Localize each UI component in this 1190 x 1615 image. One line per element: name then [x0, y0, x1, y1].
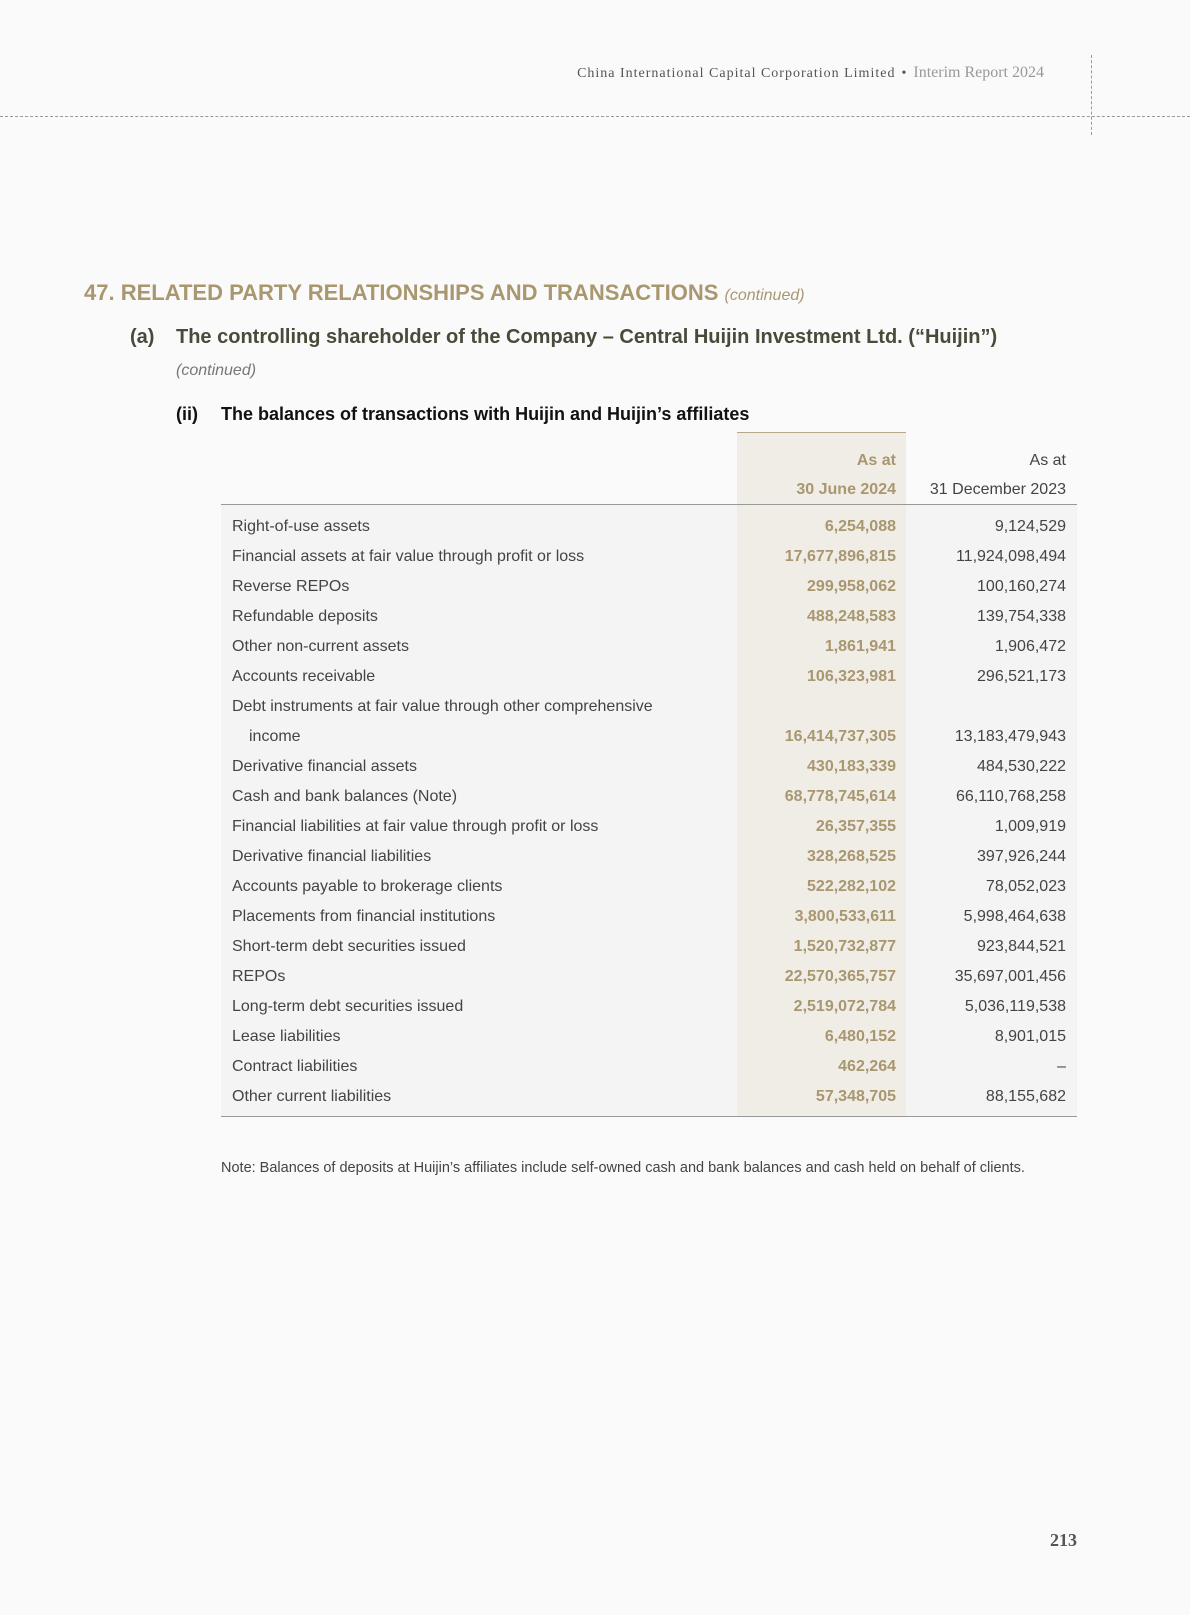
table-row: [221, 813, 1077, 843]
value-31-december-2023: 100,160,274: [977, 578, 1066, 595]
table-row: [221, 783, 1077, 813]
subsection-title: [130, 326, 997, 349]
value-31-december-2023: 397,926,244: [977, 848, 1066, 865]
table-row: [221, 633, 1077, 663]
value-31-december-2023: 296,521,173: [977, 668, 1066, 685]
value-30-june-2024: 106,323,981: [807, 668, 896, 685]
section-title-text: 47. RELATED PARTY RELATIONSHIPS AND TRANSACTIONS: [84, 280, 719, 305]
column-header-current: [796, 446, 896, 504]
row-label: Short-term debt securities issued: [232, 938, 466, 955]
value-30-june-2024: 3,800,533,611: [794, 908, 896, 925]
table-row: [221, 693, 1077, 723]
table-row: [221, 1053, 1077, 1083]
row-label: income: [249, 728, 301, 745]
value-30-june-2024: 26,357,355: [815, 818, 896, 835]
page-number: 213: [1050, 1530, 1077, 1550]
value-31-december-2023: 923,844,521: [977, 938, 1066, 955]
row-label: Derivative financial assets: [232, 758, 417, 775]
value-30-june-2024: 522,282,102: [807, 878, 896, 895]
value-30-june-2024: 68,778,745,614: [784, 788, 896, 805]
table-row: [221, 723, 1077, 753]
value-31-december-2023: 9,124,529: [994, 518, 1066, 535]
subsubsection-title-text: The balances of transactions with Huijin and Huijin’s affiliates: [221, 404, 750, 424]
value-30-june-2024: 57,348,705: [815, 1088, 896, 1105]
value-30-june-2024: 462,264: [838, 1058, 896, 1075]
value-30-june-2024: 6,480,152: [824, 1028, 896, 1045]
value-31-december-2023: 5,036,119,538: [964, 998, 1066, 1015]
value-30-june-2024: 299,958,062: [807, 578, 896, 595]
table-row: [221, 753, 1077, 783]
table-row: [221, 603, 1077, 633]
row-label: Derivative financial liabilities: [232, 848, 432, 865]
value-31-december-2023: 139,754,338: [977, 608, 1066, 625]
value-30-june-2024: 2,519,072,784: [793, 998, 896, 1015]
bullet-icon: •: [901, 66, 908, 81]
row-label: Financial assets at fair value through profit or loss: [232, 548, 585, 565]
table-row: [221, 513, 1077, 543]
company-name: China International Capital Corporation Limited: [577, 66, 896, 81]
value-30-june-2024: 328,268,525: [807, 848, 896, 865]
value-31-december-2023: –: [1057, 1058, 1066, 1075]
row-label: Lease liabilities: [232, 1028, 341, 1045]
row-label: Long-term debt securities issued: [232, 998, 464, 1015]
table-row: [221, 543, 1077, 573]
value-30-june-2024: 17,677,896,815: [784, 548, 896, 565]
table-header-rule: [221, 504, 1077, 505]
table-row: [221, 1083, 1077, 1113]
value-30-june-2024: 1,861,941: [824, 638, 896, 655]
value-30-june-2024: 16,414,737,305: [784, 728, 896, 745]
report-name: Interim Report 2024: [913, 64, 1044, 81]
row-label: Other current liabilities: [232, 1088, 392, 1105]
value-31-december-2023: 78,052,023: [985, 878, 1066, 895]
row-label: Refundable deposits: [232, 608, 378, 625]
value-31-december-2023: 35,697,001,456: [954, 968, 1066, 985]
col-prior-line1: As at: [1029, 452, 1066, 469]
table-row: [221, 663, 1077, 693]
value-30-june-2024: 6,254,088: [824, 518, 896, 535]
row-label: REPOs: [232, 968, 286, 985]
subsection-title-text: The controlling shareholder of the Company – Central Huijin Investment Ltd. (“Huijin”): [176, 326, 998, 348]
section-continued: (continued): [724, 287, 805, 304]
column-header-prior: [930, 446, 1066, 504]
value-31-december-2023: 1,906,472: [994, 638, 1066, 655]
value-30-june-2024: 488,248,583: [807, 608, 896, 625]
table-row: [221, 993, 1077, 1023]
running-header: [577, 64, 1044, 82]
row-label: Placements from financial institutions: [232, 908, 496, 925]
table-row: [221, 903, 1077, 933]
table-row: [221, 963, 1077, 993]
section-title: [84, 280, 805, 306]
value-30-june-2024: 22,570,365,757: [784, 968, 896, 985]
subsubsection-number: (ii): [176, 404, 198, 424]
subsubsection-title: [176, 404, 749, 425]
row-label: Other non-current assets: [232, 638, 409, 655]
table-row: [221, 573, 1077, 603]
row-label: Debt instruments at fair value through other comprehensive: [232, 698, 653, 715]
row-label: Accounts receivable: [232, 668, 376, 685]
value-30-june-2024: 430,183,339: [807, 758, 896, 775]
table-row: [221, 1023, 1077, 1053]
value-31-december-2023: 66,110,768,258: [955, 788, 1066, 805]
col-current-line1: As at: [856, 452, 896, 469]
value-31-december-2023: 1,009,919: [994, 818, 1066, 835]
subsection-continued: (continued): [176, 362, 257, 379]
row-label: Cash and bank balances (Note): [232, 788, 458, 805]
table-row: [221, 933, 1077, 963]
header-divider: [0, 116, 1190, 117]
value-31-december-2023: 484,530,222: [977, 758, 1066, 775]
col-prior-line2: 31 December 2023: [929, 481, 1066, 498]
value-31-december-2023: 5,998,464,638: [963, 908, 1066, 925]
table-row: [221, 843, 1077, 873]
value-31-december-2023: 88,155,682: [985, 1088, 1066, 1105]
subsection-number: (a): [130, 326, 155, 348]
header-vertical-divider: [1091, 55, 1092, 135]
col-current-line2: 30 June 2024: [796, 481, 896, 498]
value-31-december-2023: 11,924,098,494: [955, 548, 1066, 565]
table-note: Note: Balances of deposits at Huijin’s affiliates include self-owned cash and bank balances and cash held on behalf of clients.: [221, 1160, 1025, 1176]
row-label: Financial liabilities at fair value through profit or loss: [232, 818, 599, 835]
table-row: [221, 873, 1077, 903]
table-bottom-rule: [221, 1116, 1077, 1117]
value-30-june-2024: 1,520,732,877: [793, 938, 896, 955]
row-label: Contract liabilities: [232, 1058, 358, 1075]
row-label: Right-of-use assets: [232, 518, 370, 535]
value-31-december-2023: 8,901,015: [994, 1028, 1066, 1045]
row-label: Reverse REPOs: [232, 578, 350, 595]
value-31-december-2023: 13,183,479,943: [954, 728, 1066, 745]
row-label: Accounts payable to brokerage clients: [232, 878, 503, 895]
